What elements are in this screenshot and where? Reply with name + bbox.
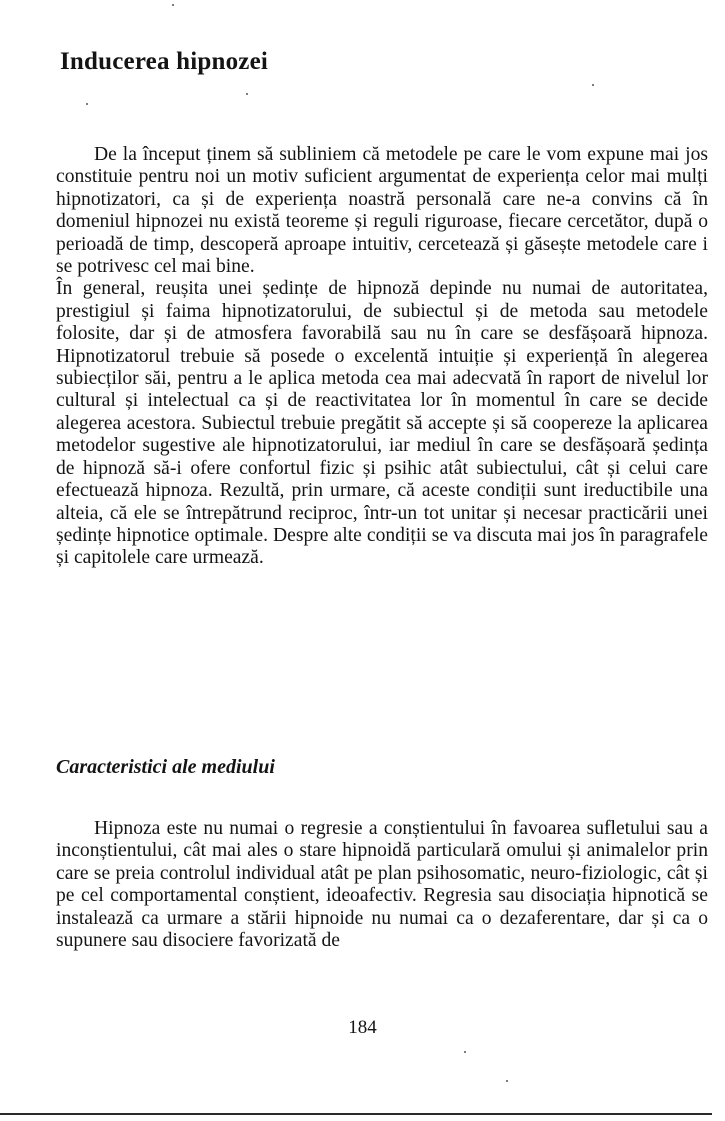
scan-speck: [172, 4, 174, 6]
scan-speck: [246, 93, 248, 95]
scan-speck: [86, 103, 88, 105]
scan-speck: [464, 1051, 466, 1053]
section-subheading: Caracteristici ale mediului: [56, 756, 275, 778]
chapter-heading: Inducerea hipnozei: [60, 48, 269, 75]
scan-edge-line: [0, 1113, 712, 1115]
body-paragraph: Hipnoza este nu numai o regresie a conștientului în favoarea sufletului sau a inconștientului, cât mai ales o stare hipnoidă particulară omului și animalelor prin care se preia controlul individual atât pe plan psihosomatic, neuro-fiziologic, cât și pe cel comportamental conștient, ideoafectiv. Regresia sau disociația hipnotică se instalează ca urmare a stării hipnoide nu numai ca o dezaferentare, dar și ca o supunere sau disociere favorizată de: [56, 818, 708, 952]
environment-section: [56, 818, 708, 952]
body-paragraph: De la început ținem să subliniem că metodele pe care le vom expune mai jos constituie pentru noi un motiv suficient argumentat de experiența celor mai mulți hipnotizatori, ca și de experiența noastră personală care ne-a convins că în domeniul hipnozei nu există teoreme și reguli riguroase, fiecare cercetător, după o perioadă de timp, descoperă aproape intuitiv, cercetează și găsește metodele care i se potrivesc cel mai bine.: [56, 144, 708, 278]
scan-speck: [506, 1080, 508, 1082]
body-paragraph: În general, reușita unei ședințe de hipnoză depinde nu numai de autoritatea, prestigiul și faima hipnotizatorului, de subiectul și de metoda sau metodele folosite, dar și de atmosfera favorabilă sau nu în care se desfășoară hipnoza. Hipnotizatorul trebuie să posede o excelentă intuiție și experiență în alegerea subiecților săi, pentru a le aplica metoda cea mai adecvată în raport de nivelul lor cultural și intelectual ca și de reactivitatea lor în momentul în care se decide alegerea acestora. Subiectul trebuie pregătit să accepte și să coopereze la aplicarea metodelor sugestive ale hipnotizatorului, iar mediul în care se desfășoară ședința de hipnoză să-i ofere confortul fizic și psihic atât subiectului, cât și celui care efectuează hipnoza. Rezultă, prin urmare, că aceste condiții sunt ireductibile una alteia, că ele se întrepătrund reciproc, într-un tot unitar și necesar practicării unei ședințe hipnotice optimale. Despre alte condiții se va discuta mai jos în paragrafele și capitolele care urmează.: [56, 278, 708, 569]
scan-speck: [592, 84, 594, 86]
page-number: 184: [348, 1017, 377, 1038]
intro-section: [56, 144, 708, 570]
